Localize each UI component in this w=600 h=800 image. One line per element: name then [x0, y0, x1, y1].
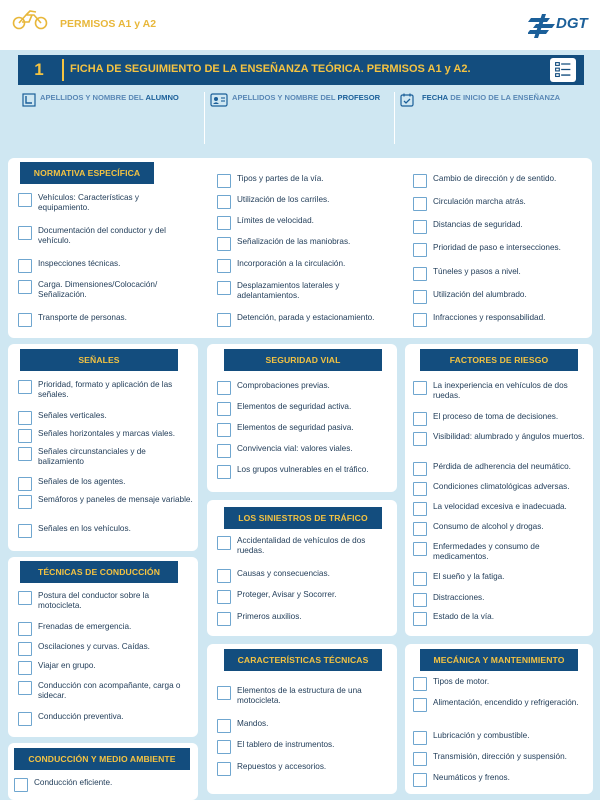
- item-label: Proteger, Avisar y Socorrer.: [237, 590, 337, 599]
- checklist-item[interactable]: [18, 712, 194, 726]
- checklist-item[interactable]: [413, 412, 589, 426]
- checklist-item[interactable]: [217, 762, 393, 776]
- item-label: Incorporación a la circulación.: [237, 259, 346, 268]
- checklist-item[interactable]: [217, 195, 403, 209]
- siniestros-title: LOS SINIESTROS DE TRÁFICO: [224, 507, 382, 529]
- profesor-prefix: APELLIDOS Y NOMBRE DEL: [232, 93, 336, 102]
- item-label: Alimentación, encendido y refrigeración.: [433, 698, 579, 707]
- student-icon: [22, 93, 36, 107]
- checklist-item[interactable]: [18, 642, 194, 656]
- checklist-item[interactable]: [217, 237, 403, 251]
- item-label: Transporte de personas.: [38, 313, 127, 322]
- checkbox[interactable]: [217, 281, 231, 295]
- checklist-item[interactable]: [217, 174, 403, 188]
- checklist-item[interactable]: [413, 542, 589, 563]
- item-label: Mandos.: [237, 719, 269, 728]
- item-label: Oscilaciones y curvas. Caídas.: [38, 642, 150, 651]
- checklist-item[interactable]: [413, 482, 589, 496]
- checkbox[interactable]: [18, 477, 32, 491]
- checklist-item[interactable]: [217, 281, 403, 302]
- checkbox[interactable]: [413, 290, 427, 304]
- checkbox[interactable]: [18, 313, 32, 327]
- checkbox[interactable]: [413, 482, 427, 496]
- checkbox[interactable]: [413, 412, 427, 426]
- checklist-item[interactable]: [18, 411, 194, 425]
- checkbox[interactable]: [18, 380, 32, 394]
- checklist-item[interactable]: [413, 432, 589, 446]
- senales-title: SEÑALES: [20, 349, 178, 371]
- item-label: Prioridad de paso e intersecciones.: [433, 243, 561, 252]
- item-label: Infracciones y responsabilidad.: [433, 313, 546, 322]
- item-label: Señalización de las maniobras.: [237, 237, 351, 246]
- checkbox[interactable]: [413, 313, 427, 327]
- item-label: Elementos de seguridad activa.: [237, 402, 352, 411]
- profesor-field-label: [232, 93, 380, 102]
- item-label: Desplazamientos laterales y adelantamientos.: [237, 281, 340, 301]
- checklist-item[interactable]: [217, 444, 393, 458]
- checkbox[interactable]: [18, 591, 32, 605]
- teacher-card-icon: [210, 93, 228, 107]
- checkbox[interactable]: [217, 402, 231, 416]
- factores-title: FACTORES DE RIESGO: [420, 349, 578, 371]
- checklist-item[interactable]: [18, 259, 188, 273]
- seguridad-title: SEGURIDAD VIAL: [224, 349, 382, 371]
- item-label: Neumáticos y frenos.: [433, 773, 510, 782]
- checkbox[interactable]: [217, 536, 231, 550]
- checkbox[interactable]: [18, 429, 32, 443]
- checklist-item[interactable]: [413, 572, 589, 586]
- checkbox[interactable]: [413, 462, 427, 476]
- checklist-item[interactable]: [18, 447, 194, 468]
- item-label: El proceso de toma de decisiones.: [433, 412, 559, 421]
- item-label: Carga. Dimensiones/Colocación/ Señalización.: [38, 280, 158, 300]
- profesor-bold: PROFESOR: [337, 93, 381, 102]
- checklist-item[interactable]: [18, 226, 188, 247]
- checklist-icon: [550, 58, 576, 82]
- item-label: Distancias de seguridad.: [433, 220, 523, 229]
- item-label: Convivencia vial: valores viales.: [237, 444, 353, 453]
- checklist-item[interactable]: [217, 313, 403, 327]
- checklist-item[interactable]: [413, 290, 591, 304]
- item-label: Visibilidad: alumbrado y ángulos muertos.: [433, 432, 585, 441]
- item-label: Elementos de seguridad pasiva.: [237, 423, 354, 432]
- checkbox[interactable]: [413, 542, 427, 556]
- checkbox[interactable]: [413, 381, 427, 395]
- item-label: Estado de la vía.: [433, 612, 494, 621]
- checkbox[interactable]: [18, 524, 32, 538]
- checkbox[interactable]: [413, 220, 427, 234]
- item-label: Límites de velocidad.: [237, 216, 314, 225]
- checklist-item[interactable]: [413, 773, 589, 787]
- checkbox[interactable]: [413, 522, 427, 536]
- checklist-item[interactable]: [18, 429, 194, 443]
- item-label: Señales verticales.: [38, 411, 107, 420]
- item-label: Utilización del alumbrado.: [433, 290, 527, 299]
- checkbox[interactable]: [413, 197, 427, 211]
- checklist-item[interactable]: [217, 423, 393, 437]
- checkbox[interactable]: [18, 495, 32, 509]
- item-label: Señales horizontales y marcas viales.: [38, 429, 175, 438]
- checkbox[interactable]: [217, 195, 231, 209]
- checkbox[interactable]: [18, 712, 32, 726]
- checkbox[interactable]: [413, 593, 427, 607]
- checklist-item[interactable]: [18, 681, 194, 702]
- checkbox[interactable]: [217, 174, 231, 188]
- item-label: Enfermedades y consumo de medicamentos.: [433, 542, 540, 562]
- item-label: Señales de los agentes.: [38, 477, 126, 486]
- checkbox[interactable]: [413, 731, 427, 745]
- checklist-item[interactable]: [217, 719, 393, 733]
- item-label: Conducción preventiva.: [38, 712, 124, 721]
- item-label: Lubricación y combustible.: [433, 731, 530, 740]
- checkbox[interactable]: [18, 622, 32, 636]
- item-label: Conducción con acompañante, carga o sidecar.: [38, 681, 181, 701]
- item-label: El sueño y la fatiga.: [433, 572, 505, 581]
- checklist-item[interactable]: [413, 502, 589, 516]
- checkbox[interactable]: [413, 773, 427, 787]
- item-label: Distracciones.: [433, 593, 485, 602]
- checklist-item[interactable]: [217, 536, 393, 557]
- item-label: Repuestos y accesorios.: [237, 762, 327, 771]
- checkbox[interactable]: [413, 267, 427, 281]
- checklist-item[interactable]: [413, 220, 591, 234]
- form-number: 1: [18, 55, 60, 85]
- header-separator: [62, 59, 64, 81]
- item-label: Los grupos vulnerables en el tráfico.: [237, 465, 369, 474]
- checkbox[interactable]: [413, 502, 427, 516]
- checklist-item[interactable]: [18, 524, 194, 538]
- checklist-item[interactable]: [18, 280, 188, 301]
- checkbox[interactable]: [18, 280, 32, 294]
- checklist-item[interactable]: [413, 197, 591, 211]
- checklist-item[interactable]: [217, 465, 393, 479]
- checkbox[interactable]: [217, 381, 231, 395]
- item-label: Postura del conductor sobre la motocicleta.: [38, 591, 150, 611]
- item-label: Utilización de los carriles.: [237, 195, 330, 204]
- checklist-item[interactable]: [14, 778, 194, 792]
- checklist-item[interactable]: [413, 462, 589, 476]
- checkbox[interactable]: [18, 259, 32, 273]
- info-divider: [204, 92, 205, 144]
- calendar-check-icon: [400, 93, 414, 107]
- checkbox[interactable]: [413, 432, 427, 446]
- checkbox[interactable]: [217, 259, 231, 273]
- checklist-item[interactable]: [413, 267, 591, 281]
- checkbox[interactable]: [18, 226, 32, 240]
- checkbox[interactable]: [18, 661, 32, 675]
- item-label: Vehículos: Características y equipamiento.: [38, 193, 140, 213]
- alumno-prefix: APELLIDOS Y NOMBRE DEL: [40, 93, 144, 102]
- checklist-item[interactable]: [413, 612, 589, 626]
- item-label: Causas y consecuencias.: [237, 569, 330, 578]
- item-label: Túneles y pasos a nivel.: [433, 267, 521, 276]
- tecnicas-title: TÉCNICAS DE CONDUCCIÓN: [20, 561, 178, 583]
- checklist-item[interactable]: [217, 216, 403, 230]
- checklist-item[interactable]: [413, 698, 589, 712]
- item-label: Tipos y partes de la vía.: [237, 174, 324, 183]
- checkbox[interactable]: [18, 681, 32, 695]
- dgt-brand-text: DGT: [556, 15, 588, 32]
- checkbox[interactable]: [217, 740, 231, 754]
- checklist-item[interactable]: [413, 593, 589, 607]
- permisos-title: PERMISOS A1 y A2: [60, 18, 157, 30]
- item-label: Señales en los vehículos.: [38, 524, 131, 533]
- checkbox[interactable]: [217, 590, 231, 604]
- item-label: Inspecciones técnicas.: [38, 259, 121, 268]
- checkbox[interactable]: [217, 216, 231, 230]
- checklist-item[interactable]: [18, 591, 194, 612]
- checkbox[interactable]: [18, 193, 32, 207]
- item-label: Condiciones climatológicas adversas.: [433, 482, 570, 491]
- normativa-title: NORMATIVA ESPECÍFICA: [20, 162, 154, 184]
- checkbox[interactable]: [14, 778, 28, 792]
- checkbox[interactable]: [18, 642, 32, 656]
- checklist-item[interactable]: [413, 174, 591, 188]
- checklist-item[interactable]: [217, 740, 393, 754]
- checkbox[interactable]: [217, 444, 231, 458]
- checklist-item[interactable]: [217, 590, 393, 604]
- checklist-item[interactable]: [413, 243, 591, 257]
- checklist-item[interactable]: [18, 622, 194, 636]
- item-label: Documentación del conductor y del vehículo.: [38, 226, 166, 246]
- checkbox[interactable]: [18, 447, 32, 461]
- alumno-field-label: [40, 93, 179, 102]
- checkbox[interactable]: [413, 698, 427, 712]
- item-label: Tipos de motor.: [433, 677, 490, 686]
- info-divider: [394, 92, 395, 144]
- motorcycle-icon: [12, 8, 48, 30]
- item-label: Cambio de dirección y de sentido.: [433, 174, 557, 183]
- ambiente-title: CONDUCCIÓN Y MEDIO AMBIENTE: [14, 748, 190, 770]
- item-label: Primeros auxilios.: [237, 612, 302, 621]
- fecha-suffix: DE INICIO DE LA ENSEÑANZA: [450, 93, 561, 102]
- item-label: Circulación marcha atrás.: [433, 197, 526, 206]
- checkbox[interactable]: [18, 411, 32, 425]
- checklist-item[interactable]: [217, 381, 393, 395]
- item-label: Conducción eficiente.: [34, 778, 113, 787]
- alumno-bold: ALUMNO: [145, 93, 179, 102]
- item-label: El tablero de instrumentos.: [237, 740, 335, 749]
- checkbox[interactable]: [217, 719, 231, 733]
- checklist-item[interactable]: [217, 402, 393, 416]
- checkbox[interactable]: [413, 243, 427, 257]
- checklist-item[interactable]: [18, 477, 194, 491]
- item-label: Viajar en grupo.: [38, 661, 96, 670]
- checkbox[interactable]: [413, 572, 427, 586]
- checkbox[interactable]: [217, 423, 231, 437]
- item-label: Señales circunstanciales y de balizamiento: [38, 447, 146, 467]
- checklist-item[interactable]: [217, 686, 393, 707]
- form-title: FICHA DE SEGUIMIENTO DE LA ENSEÑANZA TEÓRICA. PERMISOS A1 y A2.: [70, 63, 471, 75]
- item-label: Detención, parada y estacionamiento.: [237, 313, 375, 322]
- item-label: La inexperiencia en vehículos de dos ruedas.: [433, 381, 568, 401]
- checkbox[interactable]: [217, 612, 231, 626]
- item-label: Pérdida de adherencia del neumático.: [433, 462, 571, 471]
- item-label: Elementos de la estructura de una motocicleta.: [237, 686, 362, 706]
- checklist-item[interactable]: [413, 677, 589, 691]
- checkbox[interactable]: [217, 569, 231, 583]
- checkbox[interactable]: [413, 752, 427, 766]
- checklist-item[interactable]: [18, 495, 194, 509]
- checkbox[interactable]: [413, 174, 427, 188]
- item-label: Consumo de alcohol y drogas.: [433, 522, 544, 531]
- checklist-item[interactable]: [413, 381, 589, 402]
- checklist-item[interactable]: [18, 313, 188, 327]
- mecanica-title: MECÁNICA Y MANTENIMIENTO: [420, 649, 578, 671]
- checklist-item[interactable]: [217, 259, 403, 273]
- item-label: Frenadas de emergencia.: [38, 622, 132, 631]
- checklist-item[interactable]: [217, 569, 393, 583]
- checklist-item[interactable]: [413, 522, 589, 536]
- checklist-item[interactable]: [413, 752, 589, 766]
- checklist-item[interactable]: [413, 731, 589, 745]
- fecha-field-label: [422, 93, 560, 102]
- item-label: Accidentalidad de vehículos de dos ruedas.: [237, 536, 366, 556]
- item-label: La velocidad excesiva e inadecuada.: [433, 502, 567, 511]
- top-bar: [0, 0, 600, 52]
- item-label: Semáforos y paneles de mensaje variable.: [38, 495, 193, 504]
- checklist-item[interactable]: [18, 193, 188, 214]
- checklist-item[interactable]: [217, 612, 393, 626]
- checklist-item[interactable]: [413, 313, 591, 327]
- checkbox[interactable]: [217, 465, 231, 479]
- item-label: Prioridad, formato y aplicación de las señales.: [38, 380, 173, 400]
- item-label: Comprobaciones previas.: [237, 381, 330, 390]
- checklist-item[interactable]: [18, 661, 194, 675]
- checkbox[interactable]: [217, 762, 231, 776]
- checkbox[interactable]: [413, 677, 427, 691]
- checkbox[interactable]: [217, 313, 231, 327]
- checkbox[interactable]: [217, 237, 231, 251]
- checkbox[interactable]: [413, 612, 427, 626]
- item-label: Transmisión, dirección y suspensión.: [433, 752, 567, 761]
- checklist-item[interactable]: [18, 380, 194, 401]
- caracteristicas-title: CARACTERÍSTICAS TÉCNICAS: [224, 649, 382, 671]
- checkbox[interactable]: [217, 686, 231, 700]
- fecha-bold: FECHA: [422, 93, 449, 102]
